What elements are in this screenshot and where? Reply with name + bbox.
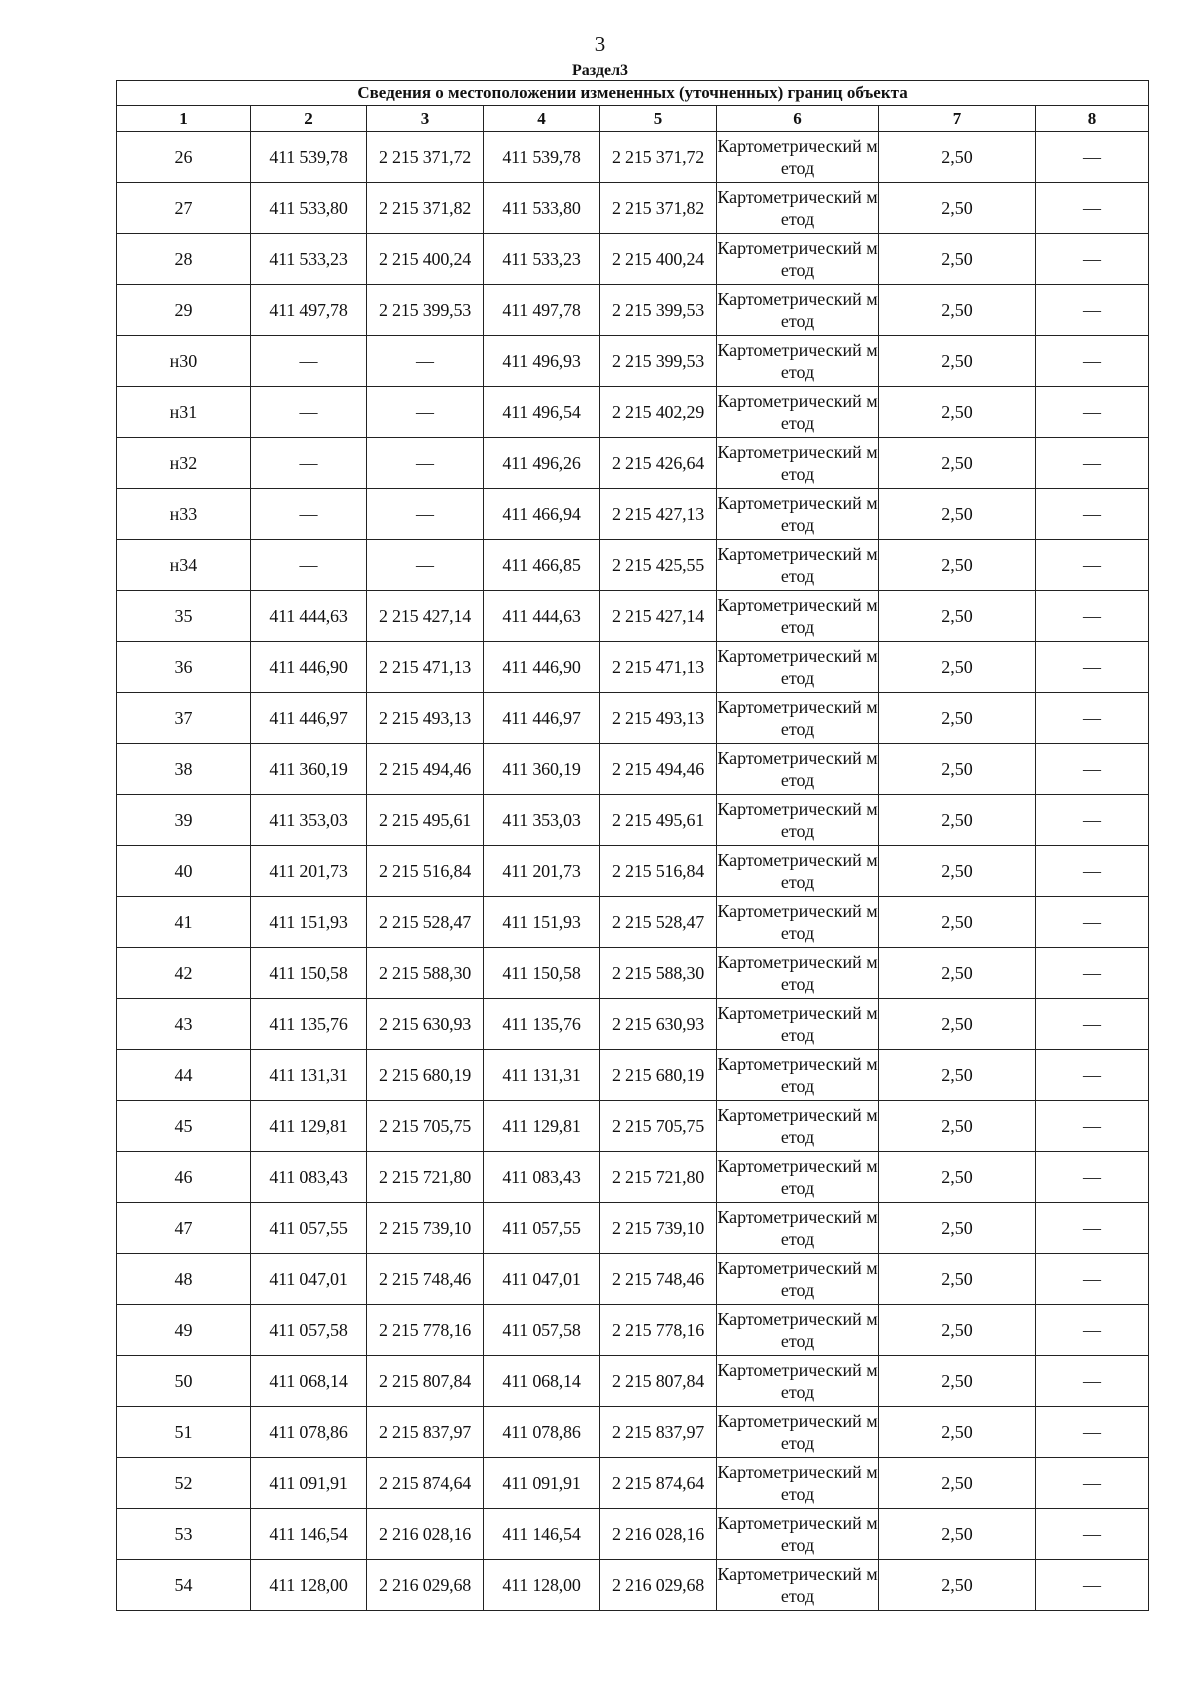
x-existing-cell: 411 146,54 [251,1509,367,1560]
x-new-cell: 411 128,00 [484,1560,600,1611]
page-number: 3 [594,32,606,56]
y-new-cell: 2 215 874,64 [600,1458,717,1509]
table-row [117,336,1149,387]
table-row [117,591,1149,642]
point-number-cell: 35 [117,591,251,642]
point-number-cell: 44 [117,1050,251,1101]
table-row [117,285,1149,336]
method-cell: Картометрический метод [717,795,879,846]
x-new-cell: 411 150,58 [484,948,600,999]
method-cell: Картометрический метод [717,1509,879,1560]
x-existing-cell: 411 135,76 [251,999,367,1050]
x-new-cell: 411 083,43 [484,1152,600,1203]
description-cell: — [1036,1152,1149,1203]
description-cell: — [1036,795,1149,846]
point-number-cell: 27 [117,183,251,234]
table-row [117,1101,1149,1152]
y-new-cell: 2 215 705,75 [600,1101,717,1152]
y-new-cell: 2 216 028,16 [600,1509,717,1560]
x-new-cell: 411 497,78 [484,285,600,336]
description-cell: — [1036,540,1149,591]
column-header-row [117,106,1149,132]
y-existing-cell: 2 215 680,19 [367,1050,484,1101]
x-new-cell: 411 078,86 [484,1407,600,1458]
table-row [117,897,1149,948]
y-new-cell: 2 215 748,46 [600,1254,717,1305]
x-existing-cell: — [251,387,367,438]
method-cell: Картометрический метод [717,1407,879,1458]
y-new-cell: 2 215 630,93 [600,999,717,1050]
description-cell: — [1036,744,1149,795]
table-row [117,1356,1149,1407]
point-number-cell: 47 [117,1203,251,1254]
method-cell: Картометрический метод [717,285,879,336]
table-row [117,387,1149,438]
description-cell: — [1036,948,1149,999]
table-body [117,132,1149,1611]
y-existing-cell: 2 215 493,13 [367,693,484,744]
table-row [117,846,1149,897]
table-row [117,1305,1149,1356]
x-new-cell: 411 446,97 [484,693,600,744]
x-new-cell: 411 360,19 [484,744,600,795]
y-new-cell: 2 215 495,61 [600,795,717,846]
x-existing-cell: 411 353,03 [251,795,367,846]
y-new-cell: 2 215 425,55 [600,540,717,591]
x-existing-cell: 411 201,73 [251,846,367,897]
y-existing-cell: 2 215 528,47 [367,897,484,948]
description-cell: — [1036,999,1149,1050]
y-existing-cell: 2 216 028,16 [367,1509,484,1560]
x-existing-cell: 411 057,58 [251,1305,367,1356]
y-existing-cell: — [367,336,484,387]
description-cell: — [1036,1254,1149,1305]
x-new-cell: 411 047,01 [484,1254,600,1305]
accuracy-cell: 2,50 [879,1152,1036,1203]
y-existing-cell: — [367,387,484,438]
point-number-cell: 46 [117,1152,251,1203]
x-new-cell: 411 496,54 [484,387,600,438]
x-existing-cell: — [251,540,367,591]
y-new-cell: 2 215 402,29 [600,387,717,438]
point-number-cell: 36 [117,642,251,693]
x-new-cell: 411 151,93 [484,897,600,948]
description-cell: — [1036,642,1149,693]
description-cell: — [1036,234,1149,285]
table-row [117,1458,1149,1509]
table-row [117,183,1149,234]
point-number-cell: н31 [117,387,251,438]
point-number-cell: н30 [117,336,251,387]
x-new-cell: 411 539,78 [484,132,600,183]
y-existing-cell: 2 216 029,68 [367,1560,484,1611]
y-existing-cell: 2 215 630,93 [367,999,484,1050]
accuracy-cell: 2,50 [879,1254,1036,1305]
accuracy-cell: 2,50 [879,897,1036,948]
x-existing-cell: — [251,438,367,489]
description-cell: — [1036,1203,1149,1254]
method-cell: Картометрический метод [717,1050,879,1101]
method-cell: Картометрический метод [717,948,879,999]
accuracy-cell: 2,50 [879,591,1036,642]
x-existing-cell: 411 057,55 [251,1203,367,1254]
x-existing-cell: — [251,336,367,387]
y-existing-cell: 2 215 494,46 [367,744,484,795]
y-existing-cell: 2 215 807,84 [367,1356,484,1407]
method-cell: Картометрический метод [717,744,879,795]
accuracy-cell: 2,50 [879,744,1036,795]
table-caption: Сведения о местоположении измененных (уточненных) границ объекта [117,81,1149,106]
y-new-cell: 2 215 739,10 [600,1203,717,1254]
y-existing-cell: 2 215 516,84 [367,846,484,897]
column-header: 4 [484,106,600,132]
x-existing-cell: 411 444,63 [251,591,367,642]
description-cell: — [1036,387,1149,438]
y-existing-cell: 2 215 748,46 [367,1254,484,1305]
table-row [117,999,1149,1050]
accuracy-cell: 2,50 [879,693,1036,744]
description-cell: — [1036,591,1149,642]
method-cell: Картометрический метод [717,1203,879,1254]
x-new-cell: 411 135,76 [484,999,600,1050]
x-new-cell: 411 466,85 [484,540,600,591]
column-header: 7 [879,106,1036,132]
y-new-cell: 2 215 588,30 [600,948,717,999]
description-cell: — [1036,1305,1149,1356]
accuracy-cell: 2,50 [879,336,1036,387]
x-new-cell: 411 091,91 [484,1458,600,1509]
x-existing-cell: 411 078,86 [251,1407,367,1458]
y-new-cell: 2 215 427,14 [600,591,717,642]
method-cell: Картометрический метод [717,846,879,897]
section-title: Раздел3 [571,62,629,79]
x-existing-cell: 411 533,23 [251,234,367,285]
point-number-cell: 49 [117,1305,251,1356]
x-new-cell: 411 201,73 [484,846,600,897]
y-existing-cell: 2 215 427,14 [367,591,484,642]
x-new-cell: 411 353,03 [484,795,600,846]
x-existing-cell: — [251,489,367,540]
accuracy-cell: 2,50 [879,1458,1036,1509]
y-new-cell: 2 215 680,19 [600,1050,717,1101]
x-existing-cell: 411 446,90 [251,642,367,693]
method-cell: Картометрический метод [717,540,879,591]
point-number-cell: 41 [117,897,251,948]
column-header: 2 [251,106,367,132]
point-number-cell: 48 [117,1254,251,1305]
method-cell: Картометрический метод [717,999,879,1050]
description-cell: — [1036,285,1149,336]
x-existing-cell: 411 091,91 [251,1458,367,1509]
accuracy-cell: 2,50 [879,1050,1036,1101]
x-new-cell: 411 466,94 [484,489,600,540]
x-existing-cell: 411 497,78 [251,285,367,336]
description-cell: — [1036,183,1149,234]
description-cell: — [1036,132,1149,183]
y-existing-cell: 2 215 471,13 [367,642,484,693]
method-cell: Картометрический метод [717,1356,879,1407]
y-existing-cell: 2 215 371,82 [367,183,484,234]
point-number-cell: н33 [117,489,251,540]
x-existing-cell: 411 360,19 [251,744,367,795]
y-new-cell: 2 215 426,64 [600,438,717,489]
point-number-cell: 43 [117,999,251,1050]
y-new-cell: 2 215 494,46 [600,744,717,795]
accuracy-cell: 2,50 [879,285,1036,336]
accuracy-cell: 2,50 [879,1203,1036,1254]
accuracy-cell: 2,50 [879,540,1036,591]
description-cell: — [1036,336,1149,387]
method-cell: Картометрический метод [717,438,879,489]
method-cell: Картометрический метод [717,336,879,387]
y-new-cell: 2 215 399,53 [600,336,717,387]
y-existing-cell: — [367,540,484,591]
y-existing-cell: 2 215 778,16 [367,1305,484,1356]
table-row [117,132,1149,183]
y-existing-cell: 2 215 721,80 [367,1152,484,1203]
y-new-cell: 2 215 493,13 [600,693,717,744]
accuracy-cell: 2,50 [879,489,1036,540]
point-number-cell: 52 [117,1458,251,1509]
method-cell: Картометрический метод [717,693,879,744]
accuracy-cell: 2,50 [879,1101,1036,1152]
table-row [117,1407,1149,1458]
point-number-cell: 29 [117,285,251,336]
y-existing-cell: 2 215 495,61 [367,795,484,846]
y-existing-cell: 2 215 739,10 [367,1203,484,1254]
accuracy-cell: 2,50 [879,438,1036,489]
column-header: 6 [717,106,879,132]
y-new-cell: 2 215 516,84 [600,846,717,897]
table-row [117,642,1149,693]
x-new-cell: 411 146,54 [484,1509,600,1560]
y-new-cell: 2 215 371,72 [600,132,717,183]
accuracy-cell: 2,50 [879,387,1036,438]
description-cell: — [1036,489,1149,540]
x-existing-cell: 411 131,31 [251,1050,367,1101]
accuracy-cell: 2,50 [879,948,1036,999]
point-number-cell: н32 [117,438,251,489]
point-number-cell: 53 [117,1509,251,1560]
x-new-cell: 411 129,81 [484,1101,600,1152]
accuracy-cell: 2,50 [879,999,1036,1050]
x-new-cell: 411 131,31 [484,1050,600,1101]
x-existing-cell: 411 539,78 [251,132,367,183]
method-cell: Картометрический метод [717,591,879,642]
y-existing-cell: 2 215 837,97 [367,1407,484,1458]
description-cell: — [1036,1050,1149,1101]
y-existing-cell: — [367,489,484,540]
point-number-cell: 42 [117,948,251,999]
method-cell: Картометрический метод [717,1152,879,1203]
table-row [117,1509,1149,1560]
y-existing-cell: 2 215 588,30 [367,948,484,999]
table-row [117,1254,1149,1305]
description-cell: — [1036,693,1149,744]
table-row [117,438,1149,489]
description-cell: — [1036,1356,1149,1407]
y-new-cell: 2 215 528,47 [600,897,717,948]
column-header: 3 [367,106,484,132]
x-existing-cell: 411 128,00 [251,1560,367,1611]
column-header: 1 [117,106,251,132]
y-new-cell: 2 215 399,53 [600,285,717,336]
table-row [117,234,1149,285]
y-existing-cell: — [367,438,484,489]
point-number-cell: 28 [117,234,251,285]
description-cell: — [1036,438,1149,489]
x-new-cell: 411 496,93 [484,336,600,387]
accuracy-cell: 2,50 [879,1356,1036,1407]
y-new-cell: 2 215 400,24 [600,234,717,285]
method-cell: Картометрический метод [717,132,879,183]
x-existing-cell: 411 151,93 [251,897,367,948]
method-cell: Картометрический метод [717,387,879,438]
y-new-cell: 2 215 721,80 [600,1152,717,1203]
y-new-cell: 2 215 471,13 [600,642,717,693]
table-row [117,540,1149,591]
accuracy-cell: 2,50 [879,846,1036,897]
x-new-cell: 411 057,58 [484,1305,600,1356]
method-cell: Картометрический метод [717,1458,879,1509]
accuracy-cell: 2,50 [879,1560,1036,1611]
column-header: 5 [600,106,717,132]
y-new-cell: 2 215 778,16 [600,1305,717,1356]
method-cell: Картометрический метод [717,1254,879,1305]
y-new-cell: 2 215 371,82 [600,183,717,234]
accuracy-cell: 2,50 [879,132,1036,183]
table-row [117,1203,1149,1254]
point-number-cell: 51 [117,1407,251,1458]
point-number-cell: 38 [117,744,251,795]
accuracy-cell: 2,50 [879,183,1036,234]
x-new-cell: 411 533,80 [484,183,600,234]
x-new-cell: 411 057,55 [484,1203,600,1254]
accuracy-cell: 2,50 [879,1509,1036,1560]
table-row [117,744,1149,795]
y-new-cell: 2 216 029,68 [600,1560,717,1611]
method-cell: Картометрический метод [717,489,879,540]
column-header: 8 [1036,106,1149,132]
description-cell: — [1036,1509,1149,1560]
table-row [117,1050,1149,1101]
y-new-cell: 2 215 837,97 [600,1407,717,1458]
point-number-cell: н34 [117,540,251,591]
x-existing-cell: 411 083,43 [251,1152,367,1203]
point-number-cell: 50 [117,1356,251,1407]
point-number-cell: 54 [117,1560,251,1611]
x-new-cell: 411 446,90 [484,642,600,693]
x-existing-cell: 411 150,58 [251,948,367,999]
accuracy-cell: 2,50 [879,795,1036,846]
x-new-cell: 411 496,26 [484,438,600,489]
accuracy-cell: 2,50 [879,1305,1036,1356]
point-number-cell: 39 [117,795,251,846]
accuracy-cell: 2,50 [879,642,1036,693]
method-cell: Картометрический метод [717,1305,879,1356]
description-cell: — [1036,897,1149,948]
x-new-cell: 411 068,14 [484,1356,600,1407]
point-number-cell: 37 [117,693,251,744]
x-existing-cell: 411 068,14 [251,1356,367,1407]
table-row [117,693,1149,744]
boundary-coordinates-table [116,80,1149,1611]
accuracy-cell: 2,50 [879,234,1036,285]
method-cell: Картометрический метод [717,642,879,693]
y-new-cell: 2 215 427,13 [600,489,717,540]
table-row [117,795,1149,846]
method-cell: Картометрический метод [717,234,879,285]
point-number-cell: 45 [117,1101,251,1152]
y-existing-cell: 2 215 874,64 [367,1458,484,1509]
x-existing-cell: 411 129,81 [251,1101,367,1152]
table-row [117,1560,1149,1611]
description-cell: — [1036,846,1149,897]
description-cell: — [1036,1101,1149,1152]
x-existing-cell: 411 047,01 [251,1254,367,1305]
method-cell: Картометрический метод [717,183,879,234]
point-number-cell: 26 [117,132,251,183]
method-cell: Картометрический метод [717,1101,879,1152]
table-row [117,1152,1149,1203]
description-cell: — [1036,1407,1149,1458]
accuracy-cell: 2,50 [879,1407,1036,1458]
method-cell: Картометрический метод [717,1560,879,1611]
method-cell: Картометрический метод [717,897,879,948]
y-existing-cell: 2 215 371,72 [367,132,484,183]
y-existing-cell: 2 215 705,75 [367,1101,484,1152]
x-existing-cell: 411 533,80 [251,183,367,234]
y-existing-cell: 2 215 399,53 [367,285,484,336]
y-new-cell: 2 215 807,84 [600,1356,717,1407]
table-row [117,489,1149,540]
description-cell: — [1036,1560,1149,1611]
description-cell: — [1036,1458,1149,1509]
x-existing-cell: 411 446,97 [251,693,367,744]
x-new-cell: 411 444,63 [484,591,600,642]
point-number-cell: 40 [117,846,251,897]
y-existing-cell: 2 215 400,24 [367,234,484,285]
x-new-cell: 411 533,23 [484,234,600,285]
table-row [117,948,1149,999]
